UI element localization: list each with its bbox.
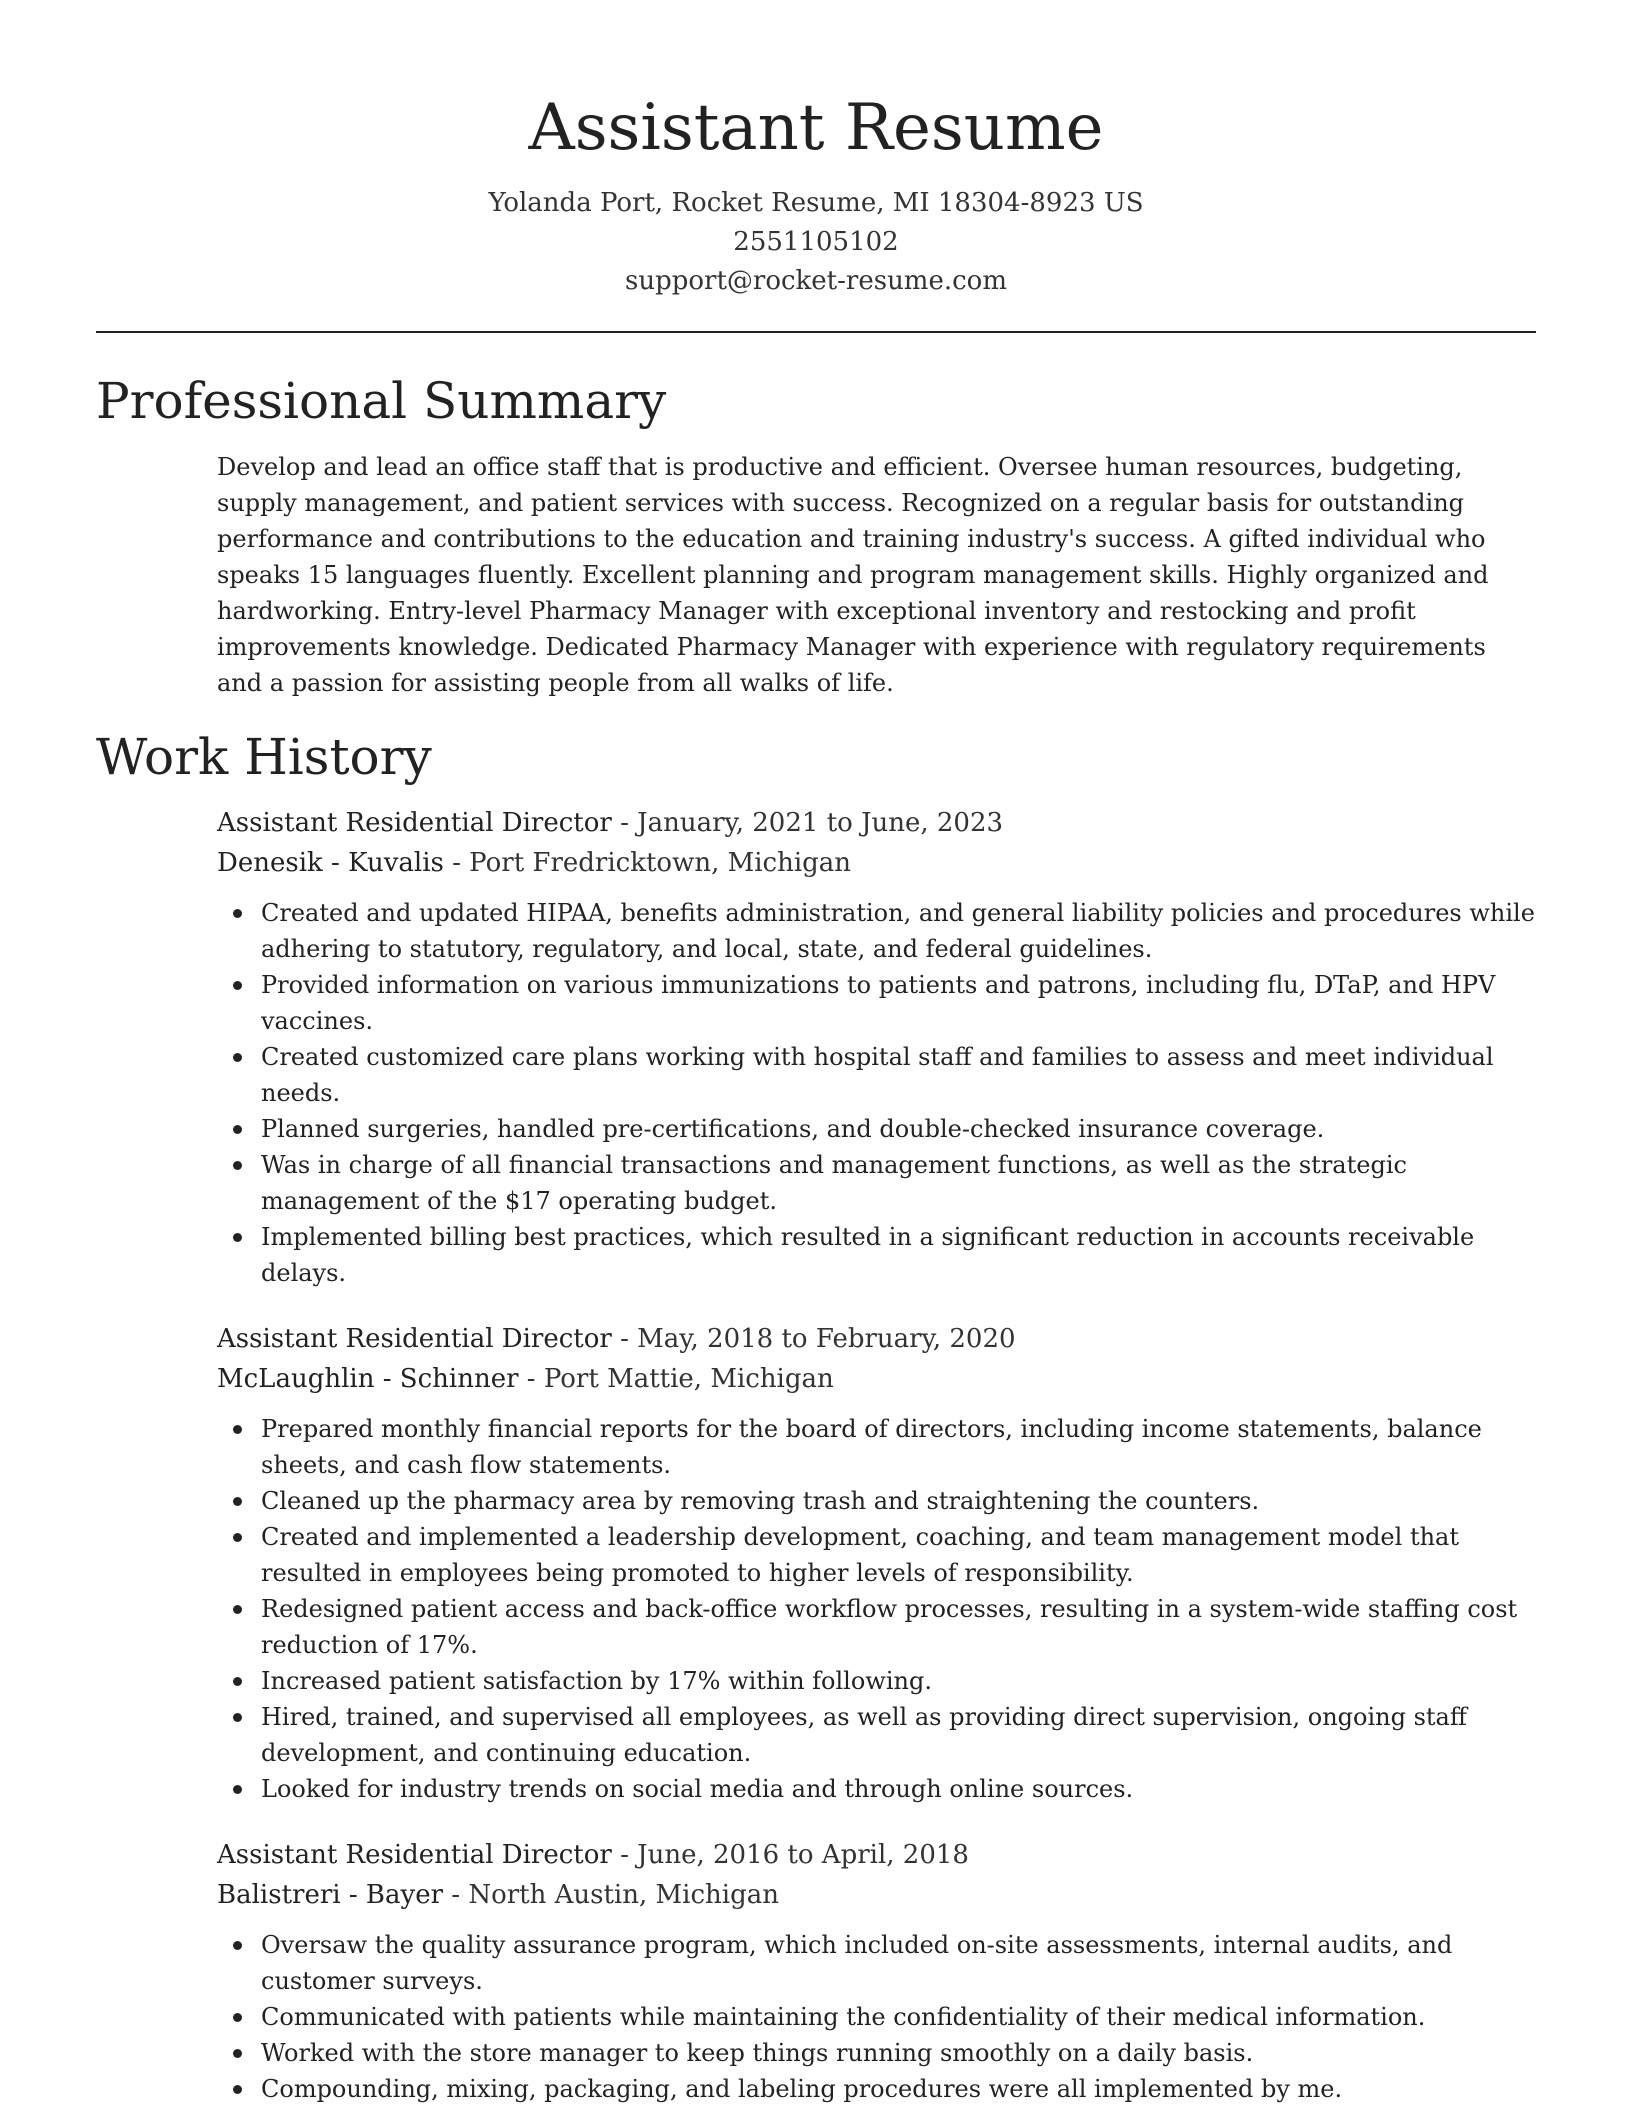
bullet-text: Was in charge of all financial transactions and management functions, as well as the strategic management of the $17 operating budget. [261,1151,1407,1215]
bullet-dot-icon [233,1713,242,1722]
job-company: Denesik - Kuvalis [217,848,444,878]
bullet-text: Created and implemented a leadership development, coaching, and team management model that resulted in employees being promoted to higher levels of responsibility. [261,1523,1459,1587]
job-bullets [217,895,1536,1291]
contact-address: Yolanda Port, Rocket Resume, MI 18304-8923 US [488,188,1144,218]
bullet-item [261,1771,1536,1807]
bullet-text: Increased patient satisfaction by 17% within following. [261,1667,932,1695]
job-entry [217,1835,1536,2107]
bullet-item [261,2035,1536,2071]
resume-title: Assistant Resume [528,91,1104,165]
bullet-dot-icon [233,2049,242,2058]
bullet-text: Compounding, mixing, packaging, and labeling procedures were all implemented by me. [261,2075,1343,2103]
resume-header [96,0,1536,301]
job-title-line [217,1319,1536,1359]
job-company: Balistreri - Bayer [217,1880,444,1910]
contact-email: support@rocket-resume.com [624,266,1007,296]
bullet-item [261,1147,1536,1219]
bullet-text: Planned surgeries, handled pre-certifications, and double-checked insurance coverage. [261,1115,1325,1143]
bullet-dot-icon [233,1161,242,1170]
work-history-heading: Work History [96,728,432,786]
bullet-item [261,1483,1536,1519]
bullet-item [261,1999,1536,2035]
bullet-dot-icon [233,2085,242,2094]
job-title-line [217,803,1536,843]
bullet-item [261,1219,1536,1291]
job-company: McLaughlin - Schinner [217,1364,519,1394]
job-location: - North Austin, Michigan [443,1880,779,1910]
bullet-text: Oversaw the quality assurance program, which included on-site assessments, internal audits, and customer surveys. [261,1931,1453,1995]
summary-heading: Professional Summary [96,372,667,430]
job-dates: - January, 2021 to June, 2023 [611,808,1004,838]
summary-text: Develop and lead an office staff that is productive and efficient. Oversee human resources, budgeting, supply management, and patient services with success. Recognized on a regular basis for outstanding performance and contributions to the education and training industry's success. A gifted individual who speaks 15 languages fluently. Excellent planning and program management skills. Highly organized and hardworking. Entry-level Pharmacy Manager with exceptional inventory and restocking and profit improvements knowledge. Dedicated Pharmacy Manager with experience with regulatory requirements and a passion for assisting people from all walks of life. [217,453,1489,697]
bullet-dot-icon [233,1785,242,1794]
bullet-dot-icon [233,909,242,918]
job-company-line [217,843,1536,883]
bullet-dot-icon [233,1425,242,1434]
job-bullets [217,1927,1536,2107]
bullet-text: Created customized care plans working with hospital staff and families to assess and meet individual needs. [261,1043,1494,1107]
bullet-item [261,967,1536,1039]
bullet-dot-icon [233,1125,242,1134]
bullet-text: Hired, trained, and supervised all employees, as well as providing direct supervision, ongoing staff development, and continuing education. [261,1703,1467,1767]
work-history-list [217,803,1536,2107]
header-divider [96,331,1536,333]
bullet-item [261,1519,1536,1591]
bullet-text: Implemented billing best practices, which resulted in a significant reduction in accounts receivable delays. [261,1223,1475,1287]
bullet-text: Cleaned up the pharmacy area by removing trash and straightening the counters. [261,1487,1260,1515]
bullet-dot-icon [233,1053,242,1062]
job-location: - Port Fredricktown, Michigan [443,848,852,878]
bullet-text: Created and updated HIPAA, benefits administration, and general liability policies and procedures while adhering to statutory, regulatory, and local, state, and federal guidelines. [261,899,1535,963]
bullet-text: Redesigned patient access and back-office workflow processes, resulting in a system-wide staffing cost reduction of 17%. [261,1595,1518,1659]
bullet-item [261,895,1536,967]
bullet-item [261,1039,1536,1111]
bullet-dot-icon [233,1233,242,1242]
bullet-item [261,1111,1536,1147]
job-entry [217,1319,1536,1807]
bullet-text: Worked with the store manager to keep things running smoothly on a daily basis. [261,2039,1254,2067]
bullet-item [261,1411,1536,1483]
bullet-dot-icon [233,1497,242,1506]
contact-phone: 2551105102 [733,227,899,257]
bullet-dot-icon [233,981,242,990]
job-bullets [217,1411,1536,1807]
job-company-line [217,1359,1536,1399]
bullet-dot-icon [233,2013,242,2022]
job-title-line [217,1835,1536,1875]
bullet-text: Prepared monthly financial reports for the board of directors, including income statements, balance sheets, and cash flow statements. [261,1415,1482,1479]
job-title: Assistant Residential Director [217,1840,612,1870]
bullet-text: Looked for industry trends on social media and through online sources. [261,1775,1134,1803]
job-entry [217,803,1536,1291]
bullet-dot-icon [233,1677,242,1686]
job-title: Assistant Residential Director [217,808,612,838]
bullet-item [261,1591,1536,1663]
job-company-line [217,1875,1536,1915]
bullet-text: Communicated with patients while maintaining the confidentiality of their medical information. [261,2003,1426,2031]
bullet-dot-icon [233,1941,242,1950]
bullet-dot-icon [233,1533,242,1542]
job-dates: - May, 2018 to February, 2020 [611,1324,1016,1354]
job-title: Assistant Residential Director [217,1324,612,1354]
bullet-text: Provided information on various immunizations to patients and patrons, including flu, DTaP, and HPV vaccines. [261,971,1496,1035]
bullet-dot-icon [233,1605,242,1614]
job-location: - Port Mattie, Michigan [518,1364,834,1394]
bullet-item [261,1663,1536,1699]
bullet-item [261,2071,1536,2107]
bullet-item [261,1699,1536,1771]
bullet-item [261,1927,1536,1999]
contact-block [96,184,1536,301]
job-dates: - June, 2016 to April, 2018 [611,1840,969,1870]
